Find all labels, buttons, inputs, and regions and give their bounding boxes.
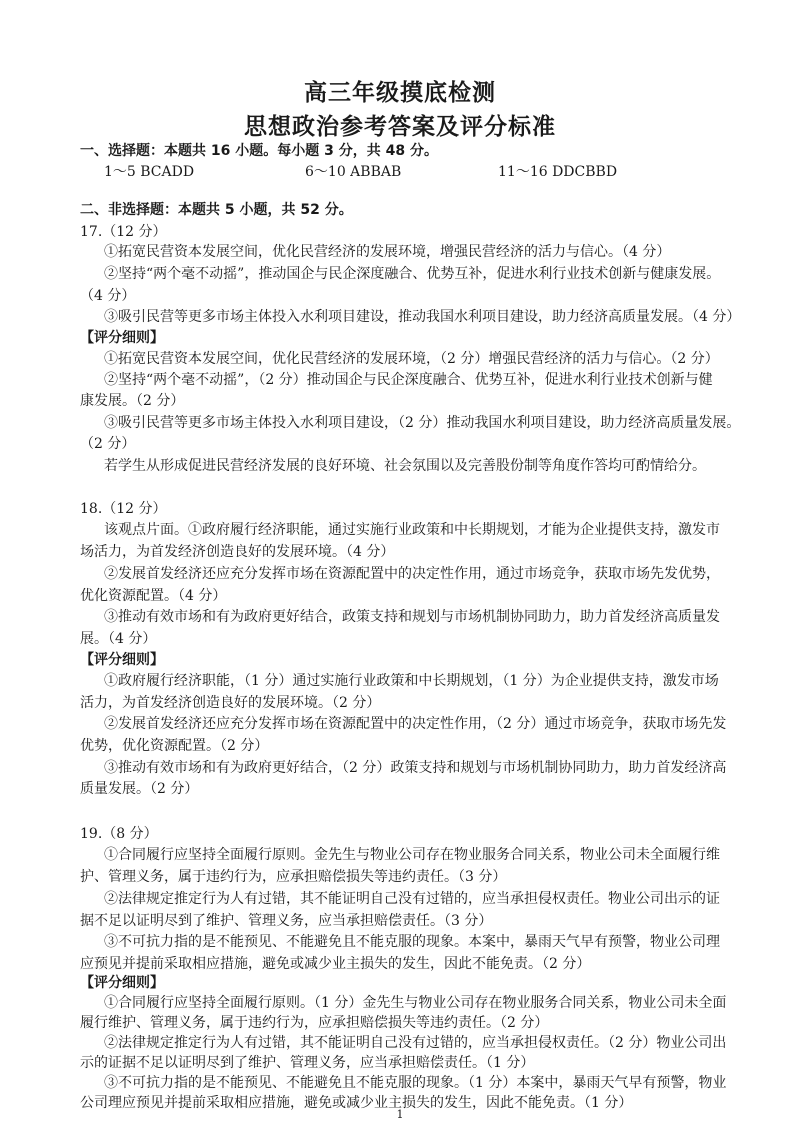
q17-rubric-line: （2 分） (80, 436, 136, 452)
q19-answer-line: 应预见并提前采取相应措施，避免或减少业主损失的发生，因此不能免责。（2 分） (80, 956, 591, 972)
q18-rubric-line: 活力，为首发经济创造良好的发展环境。（2 分） (80, 695, 381, 711)
q19-rubric-line: ②法律规定推定行为人有过错，其不能证明自己没有过错的，应当承担侵权责任。（2 分）物业公司出 (104, 1035, 727, 1051)
q17-answer-line: ③吸引民营等更多市场主体投入水利项目建设，推动我国水利项目建设，助力经济高质量发展。（4 分） (104, 309, 741, 325)
q19-rubric-line: ③不可抗力指的是不能预见、不能避免且不能克服的现象。（1 分）本案中，暴雨天气早有预警，物业 (104, 1075, 727, 1091)
q19-rubric-line: ①合同履行应坚持全面履行原则。（1 分）金先生与物业公司存在物业服务合同关系，物业公司未全面 (104, 995, 727, 1011)
q18-answer-line: ③推动有效市场和有为政府更好结合，政策支持和规划与市场机制协同助力，助力首发经济高质量发 (104, 609, 720, 625)
q18-answer-line: ②发展首发经济还应充分发挥市场在资源配置中的决定性作用，通过市场竞争，获取市场先发优势， (104, 566, 720, 582)
section1-heading: 一、选择题：本题共 16 小题。每小题 3 分，共 48 分。 (80, 143, 438, 159)
q18-header: 18.（12 分） (80, 501, 167, 517)
q19-answer-line: 据不足以证明尽到了维护、管理义务，应当承担赔偿责任。（3 分） (80, 913, 493, 929)
page-number: 1 (396, 1108, 404, 1121)
q18-answer-line: 优化资源配置。（4 分） (80, 588, 227, 604)
q19-rubric-line: 履行维护、管理义务，属于违约行为，应承担赔偿损失等违约责任。（2 分） (80, 1015, 549, 1031)
answer-group-3: 11～16 DDCBBD (498, 164, 618, 180)
q17-header: 17.（12 分） (80, 224, 167, 240)
q17-answer-line: ②坚持“两个毫不动摇”，推动国企与民企深度融合、优势互补，促进水利行业技术创新与健康发展。 (104, 266, 721, 282)
q17-note: 若学生从形成促进民营经济发展的良好环境、社会氛围以及完善股份制等角度作答均可酌情给分。 (104, 458, 706, 474)
q17-rubric-label: 【评分细则】 (80, 330, 164, 346)
q17-answer-line: ①拓宽民营资本发展空间，优化民营经济的发展环境，增强民营经济的活力与信心。（4 分） (104, 244, 671, 260)
page-subtitle: 思想政治参考答案及评分标准 (244, 114, 556, 140)
q19-rubric-line: 公司理应预见并提前采取相应措施，避免或减少业主损失的发生，因此不能免责。（1 分） (80, 1095, 633, 1111)
q18-answer-line: 展。（4 分） (80, 631, 157, 647)
q17-rubric-line: ③吸引民营等更多市场主体投入水利项目建设，（2 分）推动我国水利项目建设，助力经济高质量发展。 (104, 415, 741, 431)
section2-heading: 二、非选择题：本题共 5 小题，共 52 分。 (80, 202, 353, 218)
q18-rubric-line: ①政府履行经济职能，（1 分）通过实施行业政策和中长期规划，（1 分）为企业提供支持，激发市场 (104, 673, 719, 689)
q18-rubric-line: ③推动有效市场和有为政府更好结合，（2 分）政策支持和规划与市场机制协同助力，助力首发经济高 (104, 760, 727, 776)
answer-group-1: 1～5 BCADD (104, 164, 195, 180)
q19-answer-line: 护、管理义务，属于违约行为，应承担赔偿损失等违约责任。（3 分） (80, 869, 507, 885)
answer-group-2: 6～10 ABBAB (305, 164, 402, 180)
q19-rubric-label: 【评分细则】 (80, 975, 164, 991)
q19-answer-line: ①合同履行应坚持全面履行原则。金先生与物业公司存在物业服务合同关系，物业公司未全面履行维 (104, 847, 720, 863)
q18-rubric-label: 【评分细则】 (80, 652, 164, 668)
q17-rubric-line: 康发展。（2 分） (80, 393, 185, 409)
q19-header: 19.（8 分） (80, 826, 158, 842)
q18-rubric-line: ②发展首发经济还应充分发挥市场在资源配置中的决定性作用，（2 分）通过市场竞争，获取市场先发 (104, 716, 727, 732)
q19-answer-line: ②法律规定推定行为人有过错，其不能证明自己没有过错的，应当承担侵权责任。物业公司出示的证 (104, 891, 720, 907)
q18-answer-line: 该观点片面。①政府履行经济职能，通过实施行业政策和中长期规划，才能为企业提供支持，激发市 (104, 522, 720, 538)
q18-answer-line: 场活力，为首发经济创造良好的发展环境。（4 分） (80, 544, 395, 560)
q19-answer-line: ③不可抗力指的是不能预见、不能避免且不能克服的现象。本案中，暴雨天气早有预警，物业公司理 (104, 934, 720, 950)
q18-rubric-line: 优势，优化资源配置。（2 分） (80, 738, 269, 754)
q17-answer-line: （4 分） (80, 288, 136, 304)
page-title: 高三年级摸底检测 (304, 80, 496, 106)
q18-rubric-line: 质量发展。（2 分） (80, 781, 199, 797)
q17-rubric-line: ①拓宽民营资本发展空间，优化民营经济的发展环境，（2 分）增强民营经济的活力与信心。（2 分） (104, 351, 719, 367)
q19-rubric-line: 示的证据不足以证明尽到了维护、管理义务，应当承担赔偿责任。（1 分） (80, 1055, 535, 1071)
q17-rubric-line: ②坚持“两个毫不动摇”，（2 分）推动国企与民企深度融合、优势互补，促进水利行业技术创新与健 (104, 372, 713, 388)
